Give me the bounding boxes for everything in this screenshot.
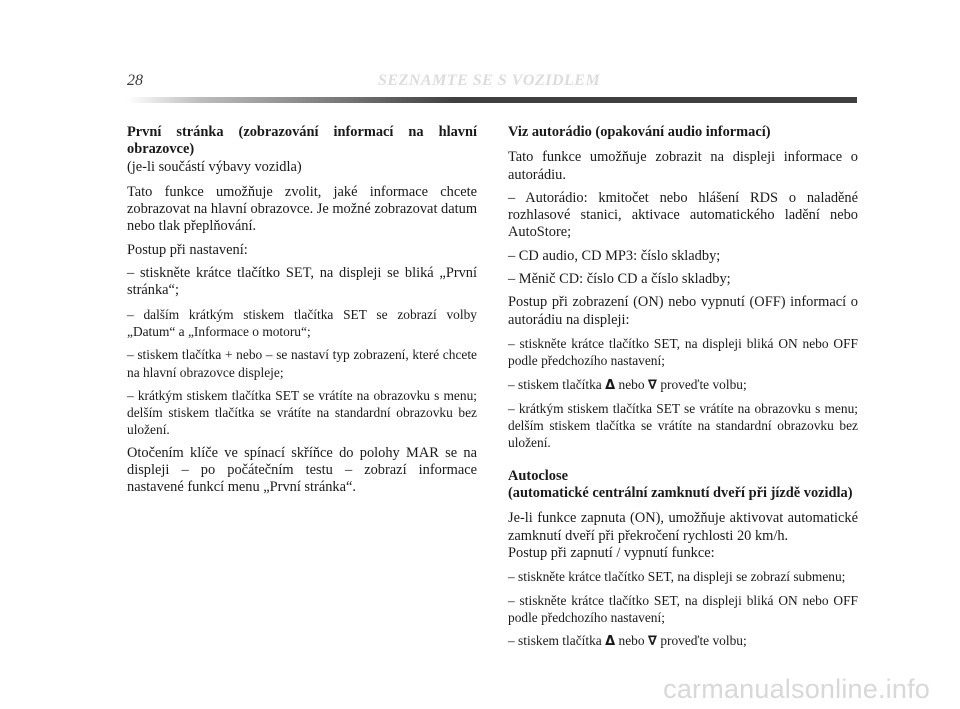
paragraph-intro: Je-li funkce zapnuta (ON), umožňuje aktivovat automatické zamknutí dveří při překročení rychlosti 20 km/h. xyxy=(508,510,858,544)
list-item: – Měnič CD: číslo CD a číslo skladby; xyxy=(508,271,731,288)
step-suffix: proveďte volbu; xyxy=(660,633,747,649)
right-column xyxy=(508,124,858,656)
section-heading: Viz autorádio (opakování audio informací) xyxy=(508,124,771,140)
step-middle: nebo xyxy=(618,376,645,392)
list-item: – stiskněte krátce tlačítko SET, na displeji se zobrazí submenu; xyxy=(508,569,846,585)
down-triangle-icon: ∇ xyxy=(647,377,657,393)
up-triangle-icon: Δ xyxy=(605,634,616,650)
section-heading: První stránka (zobrazování informací na hlavní obrazovce) xyxy=(127,124,477,158)
list-item: – Autorádio: kmitočet nebo hlášení RDS o naladěné rozhlasové stanici, aktivace automatického ladění nebo AutoStore; xyxy=(508,189,858,241)
list-item: – krátkým stiskem tlačítka SET se vrátíte na obrazovku s menu; delším stiskem tlačítka se vrátíte na standardní obrazovku bez uložení. xyxy=(508,400,858,451)
paragraph-outro: Otočením klíče ve spínací skříňce do polohy MAR se na displeji – po počátečním testu – zobrazí informace nastavené funkcí menu „První stránka“. xyxy=(127,444,477,496)
list-item: – stiskněte krátce tlačítko SET, na displeji bliká ON nebo OFF podle předchozího nastavení; xyxy=(508,592,858,625)
step-prefix: – stiskem tlačítka xyxy=(508,376,602,392)
paragraph-intro: Tato funkce umožňuje zvolit, jaké informace chcete zobrazovat na hlavní obrazovce. Je možné zobrazovat datum nebo tlak přeplňování. xyxy=(127,183,478,235)
list-item: – stiskněte krátce tlačítko SET, na displeji bliká ON nebo OFF podle předchozího nastavení; xyxy=(508,335,858,369)
section-subheading: (automatické centrální zamknutí dveří při jízdě vozidla) xyxy=(508,485,853,502)
up-triangle-icon: Δ xyxy=(605,377,616,393)
down-triangle-icon: ∇ xyxy=(647,634,657,650)
list-item: – stiskem tlačítka + nebo – se nastaví typ zobrazení, které chcete na hlavní obrazovce displeje; xyxy=(127,347,477,380)
list-item xyxy=(508,632,858,650)
list-item: – CD audio, CD MP3: číslo skladby; xyxy=(508,247,721,264)
header-rule xyxy=(127,97,857,103)
step-suffix: proveďte volbu; xyxy=(660,376,747,392)
running-title: SEZNAMTE SE S VOZIDLEM xyxy=(378,72,601,89)
paragraph-procedure: Postup při zobrazení (ON) nebo vypnutí (OFF) informací o autorádiu na displeji: xyxy=(508,294,858,328)
left-column xyxy=(127,124,477,503)
list-item: – stiskněte krátce tlačítko SET, na displeji se bliká „První stránka“; xyxy=(127,265,477,299)
list-item xyxy=(508,376,858,394)
step-middle: nebo xyxy=(618,633,645,649)
paragraph-intro: Tato funkce umožňuje zobrazit na displeji informace o autorádiu. xyxy=(508,149,858,183)
section-subheading: (je-li součástí výbavy vozidla) xyxy=(127,158,302,175)
paragraph-procedure: Postup při zapnutí / vypnutí funkce: xyxy=(508,544,715,561)
step-prefix: – stiskem tlačítka xyxy=(508,633,602,649)
page-number: 28 xyxy=(127,72,143,89)
watermark: carmanualsonline.info xyxy=(663,674,930,704)
section-heading: Autoclose xyxy=(508,467,568,484)
list-item: – dalším krátkým stiskem tlačítka SET se zobrazí volby „Datum“ a „Informace o motoru“; xyxy=(127,306,477,339)
list-item: – krátkým stiskem tlačítka SET se vrátíte na obrazovku s menu; delším stiskem tlačítka se vrátíte na standardní obrazovku bez uložení. xyxy=(127,387,477,438)
paragraph-setup: Postup při nastavení: xyxy=(127,241,248,258)
